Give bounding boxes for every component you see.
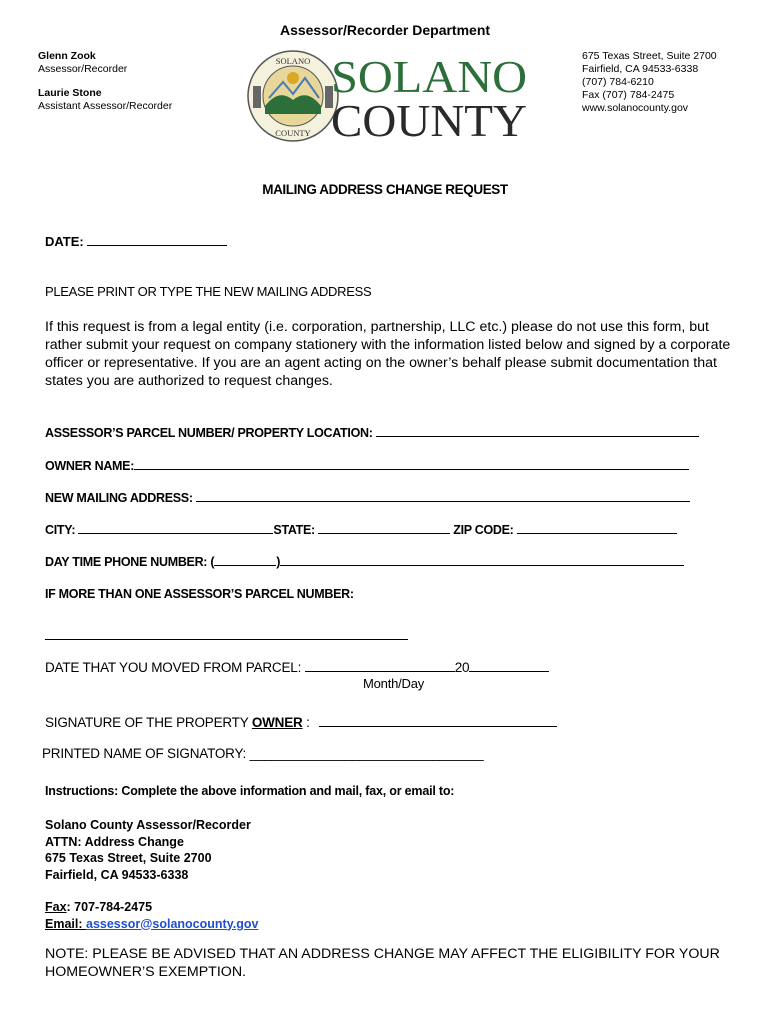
- email-label: Email:: [45, 916, 86, 931]
- multi-parcel-input-line[interactable]: [45, 627, 408, 640]
- staff-title: Assessor/Recorder: [38, 63, 128, 75]
- year-input-line[interactable]: [469, 657, 549, 672]
- address-line: Fairfield, CA 94533-6338: [45, 867, 189, 882]
- staff-name: Glenn Zook: [38, 50, 96, 62]
- zip-label: ZIP CODE:: [453, 523, 514, 537]
- phone-paren-close: ): [276, 555, 281, 569]
- state-label: STATE:: [273, 523, 315, 537]
- date-input-line[interactable]: [87, 233, 227, 246]
- mailing-input-line[interactable]: [196, 489, 690, 502]
- parcel-input-line[interactable]: [376, 424, 699, 437]
- zip-input-line[interactable]: [517, 521, 677, 534]
- moved-label: DATE THAT YOU MOVED FROM PARCEL:: [45, 660, 302, 675]
- contact-line: 675 Texas Street, Suite 2700: [582, 50, 717, 62]
- staff-list: [38, 50, 172, 113]
- fax-line: [45, 899, 258, 916]
- month-day-input-line[interactable]: [305, 657, 455, 672]
- signature-label: SIGNATURE OF THE PROPERTY: [45, 715, 252, 730]
- address-line: ATTN: Address Change: [45, 834, 184, 849]
- seal-top-text: SOLANO: [275, 56, 311, 66]
- owner-label: OWNER NAME:: [45, 459, 135, 473]
- parcel-label: ASSESSOR’S PARCEL NUMBER/ PROPERTY LOCATION:: [45, 426, 373, 440]
- logo-word-solano: SOLANO: [331, 51, 527, 102]
- state-input-line[interactable]: [318, 521, 450, 534]
- area-code-input-line[interactable]: [214, 553, 276, 566]
- contact-line: Fairfield, CA 94533-6338: [582, 63, 699, 75]
- phone-input-line[interactable]: [280, 553, 684, 566]
- fax-email-block: [45, 899, 258, 932]
- phone-field: [45, 553, 684, 569]
- staff-title: Assistant Assessor/Recorder: [38, 100, 173, 112]
- address-line: Solano County Assessor/Recorder: [45, 818, 251, 832]
- mailing-address-block: [45, 817, 251, 883]
- month-day-caption: Month/Day: [363, 676, 425, 691]
- phone-label: DAY TIME PHONE NUMBER:: [45, 555, 208, 569]
- fax-label: Fax: [45, 900, 67, 914]
- city-label: CITY:: [45, 523, 76, 537]
- contact-website[interactable]: www.solanocounty.gov: [582, 102, 689, 114]
- city-input-line[interactable]: [78, 521, 273, 534]
- date-field: [45, 233, 227, 249]
- owner-input-line[interactable]: [134, 457, 689, 470]
- seal-bottom-text: COUNTY: [275, 128, 311, 138]
- legal-entity-note: If this request is from a legal entity (i.e. corporation, partnership, LLC etc.) please do not use this form, but rather submit your request on company stationery with the information listed below and signed by a corporate officer or representative. If you are an agent acting on the owner’s behalf please submit documentation that states you are authorized to request changes.: [45, 319, 731, 389]
- multi-parcel-label: IF MORE THAN ONE ASSESSOR’S PARCEL NUMBER:: [45, 587, 354, 601]
- address-line: 675 Texas Street, Suite 2700: [45, 851, 212, 865]
- form-title: MAILING ADDRESS CHANGE REQUEST: [262, 182, 508, 197]
- parcel-field: [45, 424, 699, 440]
- contact-line: Fax (707) 784-2475: [582, 89, 675, 101]
- mailing-label: NEW MAILING ADDRESS:: [45, 491, 193, 505]
- signature-colon: :: [302, 715, 310, 730]
- email-link[interactable]: assessor@solanocounty.gov: [86, 916, 259, 931]
- contact-line: (707) 784-6210: [582, 76, 654, 88]
- print-instruction: PLEASE PRINT OR TYPE THE NEW MAILING ADDRESS: [45, 284, 372, 299]
- exemption-note: NOTE: PLEASE BE ADVISED THAT AN ADDRESS CHANGE MAY AFFECT THE ELIGIBILITY FOR YOUR HOMEOWNER’S EXEMPTION.: [45, 946, 720, 980]
- owner-field: [45, 457, 689, 473]
- signature-field: [45, 712, 557, 730]
- mailing-address-field: [45, 489, 690, 505]
- county-logo: [247, 48, 533, 144]
- date-label: DATE:: [45, 234, 84, 249]
- moved-date-field: [45, 657, 549, 675]
- year-prefix: 20: [454, 660, 470, 675]
- logo-word-county: COUNTY: [331, 95, 527, 144]
- office-contact: [582, 50, 717, 115]
- phone-paren-open: (: [210, 555, 215, 569]
- printed-name-field[interactable]: PRINTED NAME OF SIGNATORY: ________________________________: [42, 746, 484, 761]
- instructions-text: Instructions: Complete the above information and mail, fax, or email to:: [45, 784, 455, 798]
- email-line: [45, 916, 258, 933]
- staff-name: Laurie Stone: [38, 87, 102, 99]
- signature-owner-word: OWNER: [251, 715, 303, 730]
- department-title: Assessor/Recorder Department: [279, 22, 491, 38]
- county-seal-icon: [247, 48, 533, 144]
- fax-number: : 707-784-2475: [66, 900, 153, 914]
- signature-input-line[interactable]: [319, 712, 557, 727]
- city-state-zip-row: [45, 521, 677, 537]
